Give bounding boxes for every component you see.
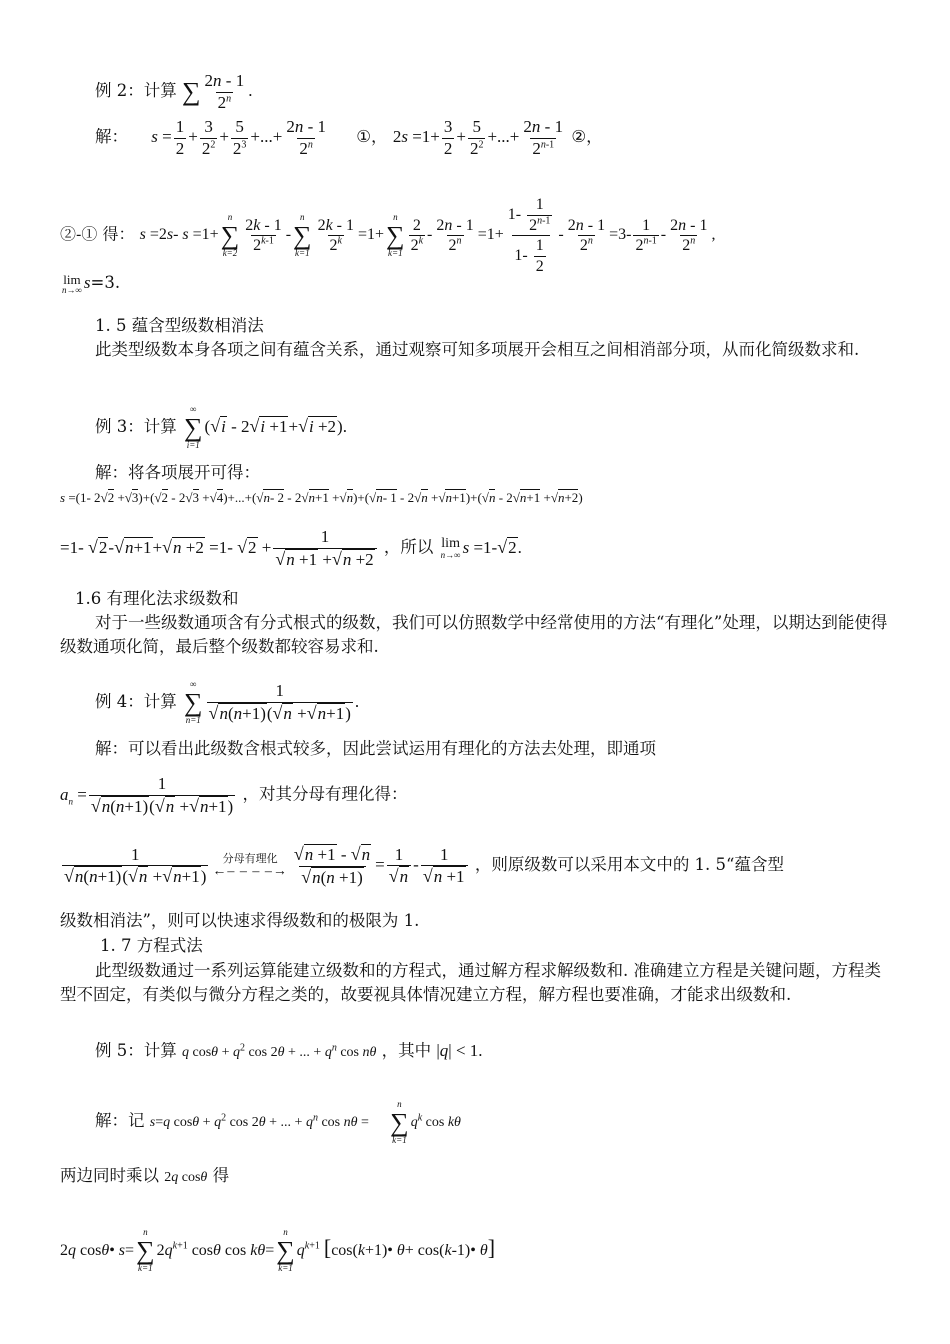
example-5-s-sum: n ∑ k=1 $q^k$ cos kθ: [390, 1099, 461, 1145]
sum-expression: ∑ $\frac{2n - 1}{2^n}$ .: [182, 71, 253, 112]
section-1-6-body: 对于一些级数通项含有分式根式的级数，我们可以仿照数学中经常使用的方法“有理化”处理，以期达到能使得级数通项化简，最后整个级数都较容易求和.: [60, 613, 888, 656]
example-2-difference: ②-① 得： s =2s- s =1+ n ∑ k=2 $\frac{2k - 1}{2^{k-1}}$ - n ∑ k=1 $\frac{2k - 1}{2^k}$ =1+ n ∑ k=1 $\frac{2}{2^k}$ - $\frac{2n - 1}{2^n}$ =1+ 1- $\frac{1}{2^{n-1}}$ 1- $\frac{1}{2}$ - $\frac{2n - 1}{2^n}$ =3- $\frac{1}{2^{n-1}}$ - $\frac{2n - 1}{2^n}$ ,: [60, 196, 716, 275]
section-1-7-heading: 1. 7 方程式法: [100, 936, 203, 955]
example-4-conclusion: 级数相消法”，则可以快速求得级数和的极限为 1.: [60, 911, 420, 930]
example-2-solution: 解： s = $\frac{1}{2}$ + $\frac{3}{2^2}$ + $\frac{5}{2^3}$ +...+ $\frac{2n - 1}{2^n}$ ①， 2s =1+ $\frac{3}{2}$ + $\frac{5}{2^2}$ +...+ $\frac{2n - 1}{2^{n-1}}$ ②，: [95, 117, 603, 158]
section-1-6-heading: 1.6 有理化法求级数和: [75, 589, 239, 608]
example-2-title: 例 2：计算 ∑ $\frac{2n - 1}{2^n}$ .: [95, 71, 253, 112]
limit-expression: lim n→∞ s: [62, 271, 91, 295]
q-condition: |q| < 1.: [436, 1041, 483, 1060]
example-3-solution: 解：将各项展开可得：: [95, 463, 260, 482]
example-3-limit: lim n→∞ s =1-√2.: [440, 535, 522, 560]
example-5-product: [60, 1228, 495, 1274]
example-3-title: 例 3：计算 ∞ ∑ i=1 (√i - 2√i +1+√i +2).: [95, 404, 347, 450]
section-1-5-body: 此类型级数本身各项之间有蕴含关系，通过观察可知多项展开会相互之间相消部分项，从而化简级数求和.: [95, 340, 860, 359]
example-5-title: 例 5：计算 q $\cos\theta + q^2$ cos 2θ + ... + $q^n$ cos nθ ，其中 |q| < 1.: [95, 1041, 483, 1060]
section-1-5-heading: 1. 5 蕴含型级数相消法: [95, 316, 264, 335]
rationalize-expression: $\frac{1}{√n(n+1)(√n +√n+1)}$ 分母有理化 ←– – – –→ $\frac{√n +1 - √n}{√n(n +1)}$ = $\frac{1}{√n}$ - $\frac{1}{√n +1}$: [60, 855, 470, 874]
general-term-expression: $a_n$ = $\frac{1}{√n(n+1)(√n +√n+1)}$: [60, 774, 234, 816]
product-expression: 2q cosθ• s= n ∑ k=1 $2q^{k+1}$ cosθ cos kθ= n ∑ k=1 $q^{k+1}$ [cos(k+1)• θ+ cos(k-1)• θ]: [60, 1227, 496, 1273]
example-3-expansion: s =(1- 2√2 +√3)+(√2 - 2√3 +√4)+...+(√n- 2 - 2√n+1 +√n)+(√n- 1 - 2√n +√n+1)+(√n - 2√n+1 +√n+2): [60, 490, 583, 505]
example-3-sum: ∞ ∑ i=1 (√i - 2√i +1+√i +2).: [184, 404, 347, 450]
multiplier-expression: 2q cosθ: [164, 1170, 208, 1185]
example-3-result: =1- √2-√n+1+√n +2 =1- √2 + $\frac{1}{√n +1 +√n +2}$ ，所以 lim n→∞ s =1-√2.: [60, 527, 522, 569]
series-2s-equation: 2s =1+ $\frac{3}{2}$ + $\frac{5}{2^2}$ +...+ $\frac{2n - 1}{2^{n-1}}$: [392, 117, 564, 158]
section-1-7-body: 此型级数通过一系列运算能建立级数和的方程式，通过解方程求解级数和. 准确建立方程是关键问题，方程类型不固定，有类似与微分方程之类的，故要视具体情况建立方程，解方程也要准确，才能求出级数和.: [60, 961, 881, 1004]
example-4-solution: 解：可以看出此级数含根式较多，因此尝试运用有理化的方法去处理，即通项: [95, 739, 656, 758]
example-5-series: q $\cos\theta + q^2$ cos 2θ + ... + $q^n$ cos nθ: [182, 1042, 377, 1060]
difference-expression: s =2s- s =1+ n ∑ k=2 $\frac{2k - 1}{2^{k-1}}$ - n ∑ k=1 $\frac{2k - 1}{2^k}$ =1+ n ∑ k=1 $\frac{2}{2^k}$ - $\frac{2n - 1}{2^n}$ =1+ 1- $\frac{1}{2^{n-1}}$ 1- $\frac{1}{2}$ - $\frac{2n - 1}{2^n}$ =3- $\frac{1}{2^{n-1}}$ - $\frac{2n - 1}{2^n}$ ,: [139, 196, 716, 275]
example-4-general-term: $a_n$ = $\frac{1}{√n(n+1)(√n +√n+1)}$ ，对其分母有理化得：: [60, 774, 408, 816]
example-2-limit: lim n→∞ s=3.: [62, 271, 121, 295]
example-4-title: 例 4：计算 ∞ ∑ n=1 $\frac{1}{√n(n+1)(√n +√n+1)}$ .: [95, 679, 360, 725]
example-3-result-expression: =1- √2-√n+1+√n +2 =1- √2 + $\frac{1}{√n +1 +√n +2}$: [60, 538, 379, 557]
example-4-rationalize: $\frac{1}{√n(n+1)(√n +√n+1)}$ 分母有理化 ←– – – –→ $\frac{√n +1 - √n}{√n(n +1)}$ = $\frac{1}{√n}$ - $\frac{1}{√n +1}$ ，则原级数可以采用本文中的 1. 5“蕴含型: [60, 845, 784, 888]
example-5-solution: 解：记 s=q $\cos\theta + q^2$ cos 2θ + ... + $q^n$ cos nθ = n ∑ k=1 $q^k$ cos kθ: [95, 1099, 461, 1145]
example-4-sum: ∞ ∑ n=1 $\frac{1}{√n(n+1)(√n +√n+1)}$ .: [184, 679, 360, 725]
rationalize-arrow: 分母有理化 ←– – – –→: [212, 852, 288, 879]
series-s-equation: s = $\frac{1}{2}$ + $\frac{3}{2^2}$ + $\frac{5}{2^3}$ +...+ $\frac{2n - 1}{2^n}$: [151, 117, 327, 158]
example-5-s-definition: s=q $\cos\theta + q^2$ cos 2θ + ... + $q^n$ cos nθ =: [149, 1112, 369, 1131]
example-5-multiply: 两边同时乘以 2q cosθ 得: [60, 1166, 230, 1185]
